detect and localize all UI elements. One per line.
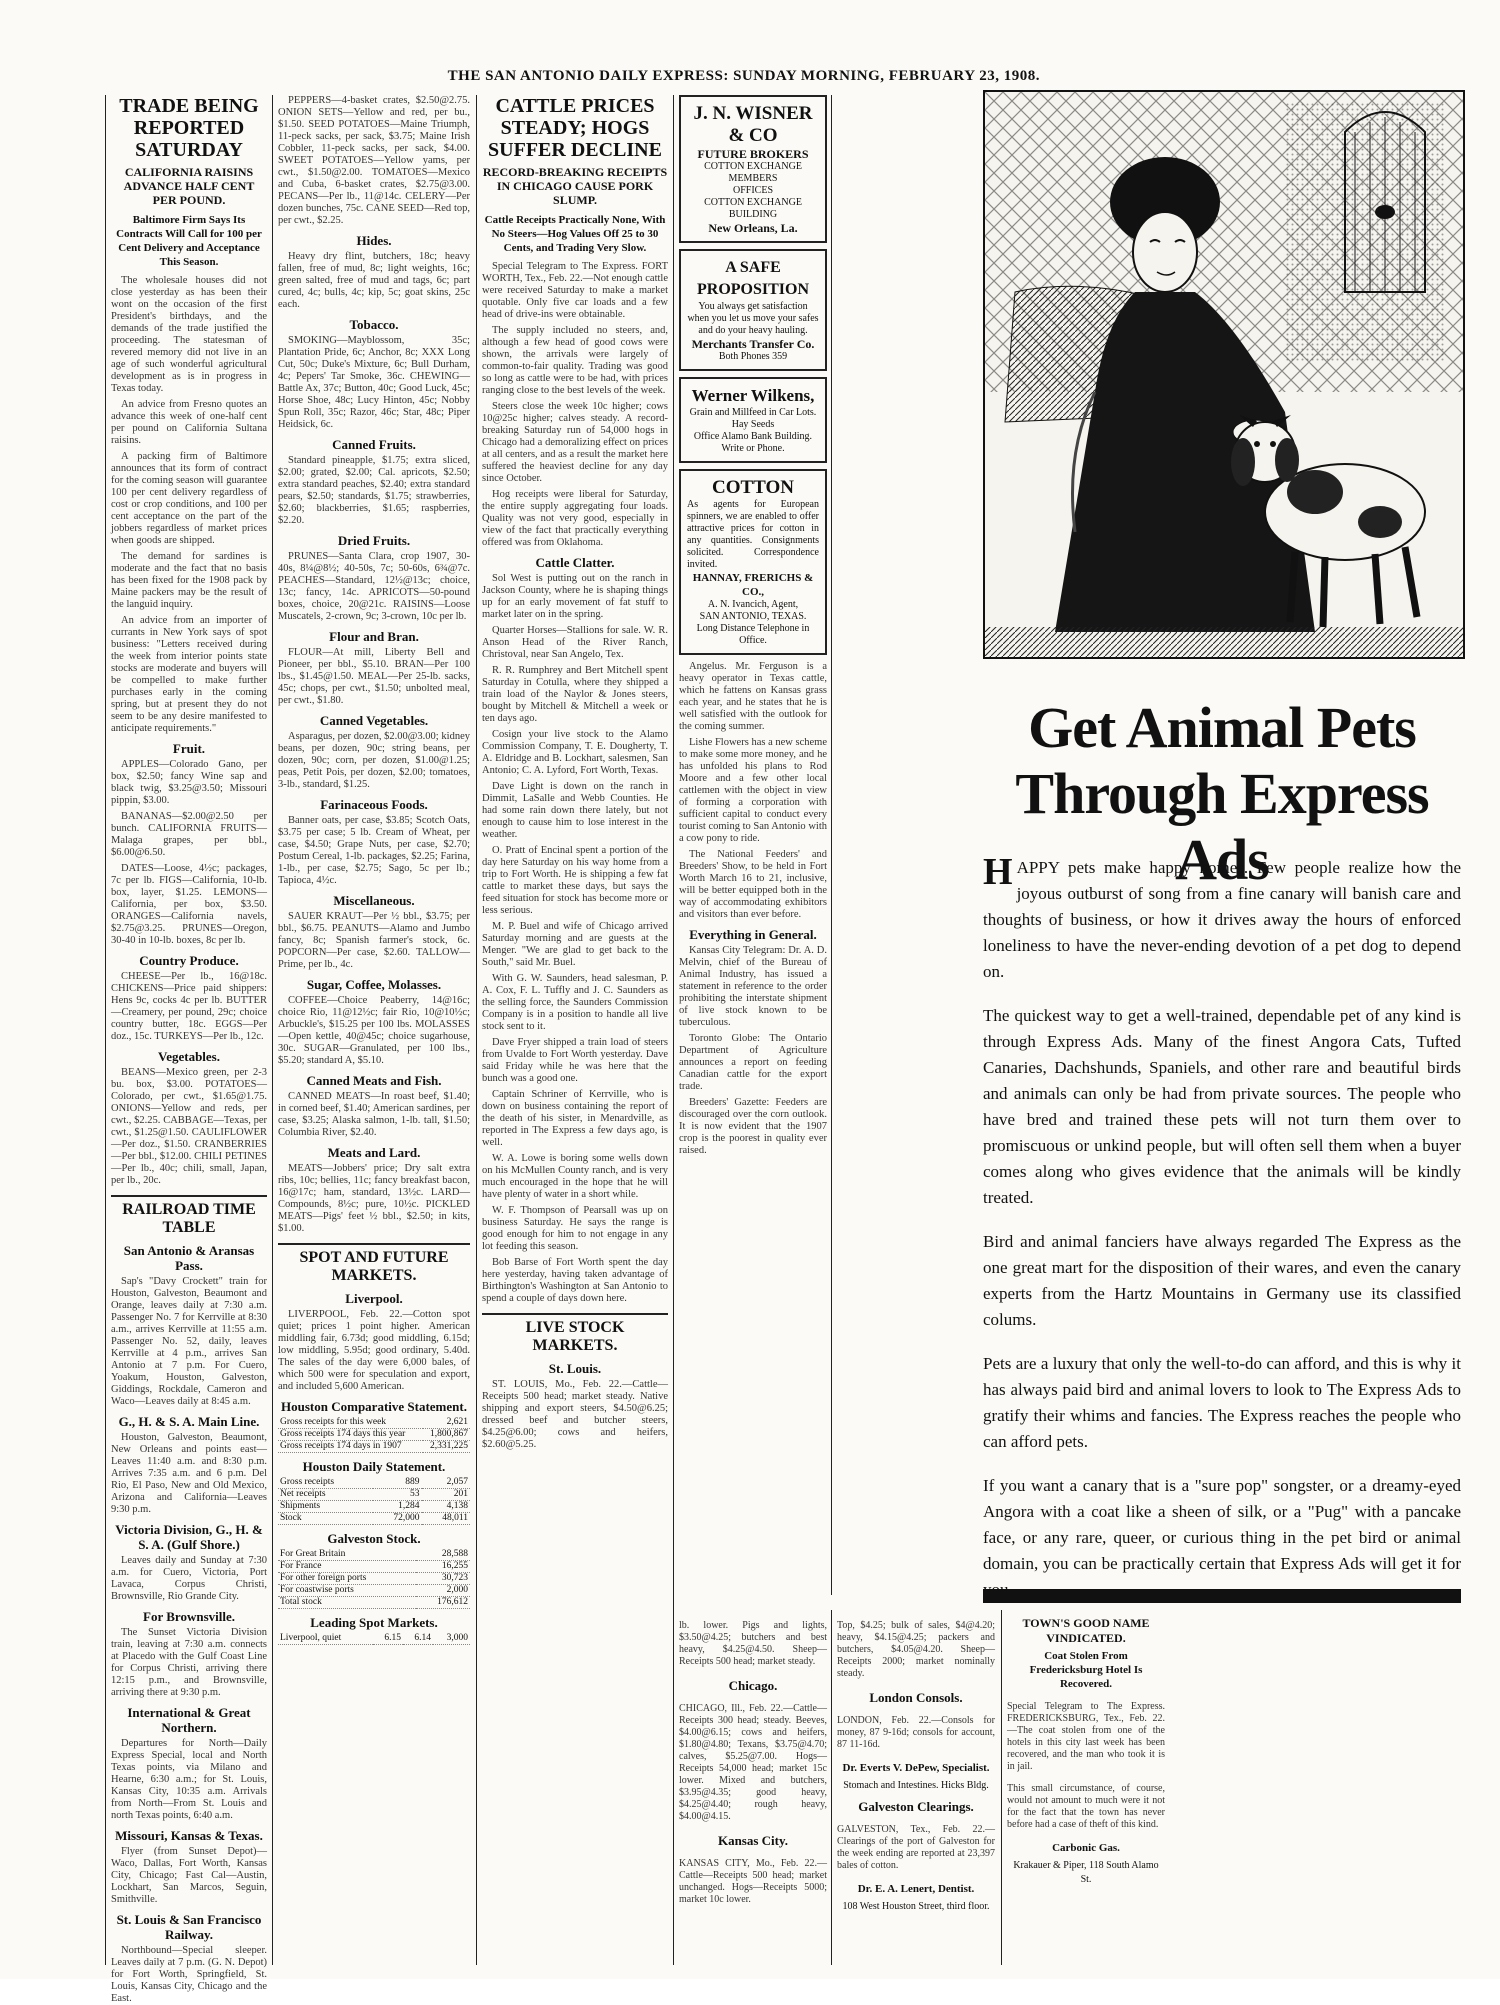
wilkens-name: Werner Wilkens, — [691, 386, 815, 405]
ad-paragraph-text: APPY pets make happy homes. Few people realize how the joyous outburst of song from a fine canary will banish care and thoughts of business, or how it drives away the hours of enforced loneliness to have the never-ending devotion of a pet dog to depend on. — [983, 858, 1461, 981]
column-rule — [673, 95, 674, 1965]
wisner-ad — [679, 95, 827, 243]
wisner-sub: FUTURE BROKERS — [697, 147, 809, 161]
heading-cattle-clatter: Cattle Clatter. — [535, 555, 615, 570]
heading-frisco: St. Louis & San Francisco Railway. — [116, 1912, 262, 1942]
ad-paragraph — [983, 851, 1461, 985]
column-rule — [1001, 1610, 1002, 1965]
heading-galveston-clearings: Galveston Clearings. — [858, 1799, 974, 1814]
bottom-col-c: TOWN'S GOOD NAME VINDICATED. Coat Stolen From Fredericksburg Hotel Is Recovered. Special Telegram to The Express. FREDERICKSBURG, Tex., Feb. 22.—The coat stolen from one of the hotels in this city last week has been recovered, and the man who took it is in jail. This small circumstance, of course, would not amount to much were it not for the fact that the town has never before had a case of theft of this kind. Carbonic Gas. Krakauer & Piper, 118 South Alamo St. — [1007, 1616, 1165, 1885]
transfer-phones: Both Phones 359 — [718, 351, 788, 362]
wilkens-line: Grain and Millfeed in Car Lots. — [689, 407, 817, 418]
heading-tobacco: Tobacco. — [349, 317, 399, 332]
column-4: J. N. WISNER & CO FUTURE BROKERS COTTON EXCHANGE MEMBERS OFFICES COTTON EXCHANGE BUILDING New Orleans, La. A SAFE PROPOSITION You always get satisfaction when you let us move your safes and do your heavy hauling. Merchants Transfer Co. Both Phones 359 Werner Wilkens, Grain and Millfeed in Car Lots. Hay Seeds Office Alamo Bank Building. Write or Phone. COTTON As agents for European spinners, we are enabled to offer attractive prices for cotton in any quantities. Consignments solicited. Correspondence invited. HANNAY, FRERICHS & CO., A. N. Ivancich, Agent, SAN ANTONIO, TEXAS. Long Distance Telephone in Office. Angelus. Mr. Ferguson is a heavy operator in Texas cattle, which he fattens on Kansas grass each year, and he states that he is well satisfied with the outlook for the coming summer. Lishe Flowers has a new scheme to make some more money, and he has unfolded his plans to Rod Moore and a few other local cattlemen with the object in view of forming a corporation with sufficient capital to conduct every tourist coming to San Antonio with a cow pony to ride. The National Feeders' and Breeders' Show, to be held in Fort Worth March 16 to 21, inclusive, will be better equipped both in the way of accommodating exhibitors and visitors than ever before. Everything in General. Kansas City Telegram: Dr. A. D. Melvin, chief of the Bureau of Animal Industry, has issued a statement in reference to the order prohibiting the interstate shipment of live stock known to be tuberculous. Toronto Globe: The Ontario Department of Agriculture announces a report on feeding Canadian cattle for the export trade. Breeders' Gazette: Feeders are discouraged over the corn outlook. It is now evident that the 1907 crop is the poorest in quality ever raised. — [679, 95, 827, 1595]
heading-fruit: Fruit. — [172, 741, 206, 756]
heading-dried-fruits: Dried Fruits. — [337, 533, 411, 548]
heading-houston-comp: Houston Comparative Statement. — [281, 1399, 467, 1414]
lenert-name: Dr. E. A. Lenert, Dentist. — [857, 1883, 975, 1895]
town-subhead: Coat Stolen From Fredericksburg Hotel Is Recovered. — [1029, 1650, 1143, 1690]
town-headline: TOWN'S GOOD NAME VINDICATED. — [1022, 1616, 1150, 1645]
deck-cattle-receipts: Cattle Receipts Practically None, With No Steers—Hog Values Off 25 to 30 Cents, and Trading Very Slow. — [484, 214, 666, 254]
ad-bottom-bar — [983, 1589, 1461, 1603]
cotton-text: As agents for European spinners, we are enabled to offer attractive prices for cotton in any quantities. Consignments solicited. Correspondence invited. — [687, 499, 819, 570]
heading-galveston: Galveston Stock. — [327, 1531, 421, 1546]
column-3: CATTLE PRICES STEADY; HOGS SUFFER DECLINE RECORD-BREAKING RECEIPTS IN CHICAGO CAUSE PORK SLUMP. Cattle Receipts Practically None, With No Steers—Hog Values Off 25 to 30 Cents, and Trading Very Slow. Special Telegram to The Express. FORT WORTH, Tex., Feb. 22.—Not enough cattle were received Saturday to make a market quotable. Only five car loads and a few head of drive-ins were obtainable. The supply included no steers, and, although a few head of good cows were shown, the arrivals were largely of common-to-fair quality. Trading was good so long as cattle were to be had, with prices ranging close to the best levels of the week. Steers close the week 10c higher; cows 10@25c higher; calves steady. A record-breaking Saturday run of 54,000 hogs in Chicago had a demoralizing effect on prices at all centers, and as a result the market here suffered the heaviest decline for any day since October. Hog receipts were liberal for Saturday, the entire supply aggregating four loads. Quality was not very good, especially in view of the fact that practically everything offered was from Oklahoma. Cattle Clatter. Sol West is putting out on the ranch in Jackson County, where he is shaping things up for an early movement of fat stuff to market later on in the spring. Quarter Horses—Stallions for sale. W. R. Anson Head of the River Ranch, Christoval, near San Angelo, Tex. R. R. Rumphrey and Bert Mitchell spent Saturday in Cotulla, where they shipped a train load of the Naylor & Jones steers, bought by Mitchell & Mitchell a week or ten days ago. Cosign your live stock to the Alamo Commission Company, T. E. Dougherty, T. A. Eldridge and B. Lockhart, salesmen, San Antonio; C. A. Lyford, Fort Worth, Texas. Dave Light is down on the ranch in Dimmit, LaSalle and Webb Counties. He had some rain down there lately, but not enough to cause him to lose interest in the weather. O. Pratt of Encinal spent a portion of the day here Saturday on his way home from a trip to Fort Worth. He is shipping a few fat cattle to market these days, but says the feed situation for stock has become more or less serious. M. P. Buel and wife of Chicago arrived Saturday morning and are guests at the Menger. "We are glad to get back to the South," said Mr. Buel. With G. W. Saunders, head salesman, P. A. Cox, F. L. Tuffly and J. C. Saunders as the selling force, the Saunders Commission Company is in a position to handle all live stock sent to it. Dave Fryer shipped a train load of steers from Uvalde to Fort Worth yesterday. Dave said Friday while he was here that the bunch was a good one. Captain Schriner of Kerrville, who is down on business containing the report of the death of his sister, in Menardville, as reported in The Express a few days ago, is well. W. A. Lowe is boring some wells down on his McMullen County ranch, and is very much encouraged in the hope that he will have plenty of water in a short while. W. F. Thompson of Pearsall was up on business Saturday. He says the range is good enough for him to not engage in any lot feeding this season. Bob Barse of Fort Worth spent the day here yesterday, having taken advantage of Birthington's Washington at San Antonio to spend a couple of days down here. LIVE STOCK MARKETS. St. Louis. ST. LOUIS, Mo., Feb. 22.—Cattle—Receipts 500 head; market steady. Native shipping and export steers, $4.50@6.25; dressed beef and butcher steers, $4.25@6.00; cows and heifers, $2.60@5.25. — [482, 95, 668, 1450]
carbonic-address: Krakauer & Piper, 118 South Alamo St. — [1013, 1860, 1159, 1885]
heading-victoria: Victoria Division, G., H. & S. A. (Gulf Shore.) — [115, 1522, 263, 1552]
heading-intl: International & Great Northern. — [127, 1705, 251, 1735]
bottom-col-b: Top, $4.25; bulk of sales, $4@4.20; heavy, $4.15@4.25; packers and butchers, $4.05@4.20. Sheep—Receipts 2000; market nominally steady. London Consols. LONDON, Feb. 22.—Consols for money, 87 9-16d; consols for account, 87 11-16d. Dr. Everts V. DePew, Specialist. Stomach and Intestines. Hicks Bldg. Galveston Clearings. GALVESTON, Tex., Feb. 22.—Clearings of the port of Galveston for the week ending are reported at 23,397 bales of cotton. Dr. E. A. Lenert, Dentist. 108 West Houston Street, third floor. — [837, 1620, 995, 1912]
hannay-phone: Long Distance Telephone in Office. — [696, 623, 810, 646]
wisner-line: OFFICES — [732, 185, 773, 196]
heading-meats-lard: Meats and Lard. — [327, 1145, 421, 1160]
heading-mkt: Missouri, Kansas & Texas. — [115, 1828, 263, 1843]
heading-live-stock: LIVE STOCK MARKETS. — [482, 1313, 668, 1355]
subhead-raisins: CALIFORNIA RAISINS ADVANCE HALF CENT PER POUND. — [123, 165, 255, 207]
ad-paragraph: Bird and animal fanciers have always regarded The Express as the one great mart for the disposition of their wares, and even the canary experts from the Hartz Mountains in Germany use its classified colums. — [983, 1232, 1461, 1329]
wisner-name: J. N. WISNER & CO — [693, 103, 813, 146]
houston-daily-table: Gross receipts 889 2,057 Net receipts 53 201 Shipments 1,284 4,138 Stock 72,000 48,011 — [280, 1477, 468, 1523]
galveston-stock-table: For Great Britain 28,588 For France 16,255 For other foreign ports 30,723 For coastwise ports 2,000 Total stock 176,612 — [280, 1549, 468, 1607]
column-rule — [831, 95, 832, 1595]
leading-spot-table: Liverpool, quiet 6.15 6.14 3,000 — [280, 1633, 468, 1643]
ad-body — [983, 851, 1461, 1621]
headline-cattle: CATTLE PRICES STEADY; HOGS SUFFER DECLINE — [488, 95, 662, 161]
hannay-city: SAN ANTONIO, TEXAS. — [699, 611, 807, 622]
column-rule — [105, 95, 106, 1965]
hannay-agent: A. N. Ivancich, Agent, — [707, 599, 799, 610]
ad-paragraph: The quickest way to get a well-trained, dependable pet of any kind is through Express Ads. Many of the finest Angora Cats, Tufted Canaries, Dachshunds, Spaniels, and other rare and beautiful birds and animals can only be had from private sources. The people who have bred and trained these pets will not turn them over to promiscuous or unkind people, but will often sell them when a buyer comes along who gives evidence that the animals will be kindly treated. — [983, 1006, 1461, 1207]
heading-leading-spot: Leading Spot Markets. — [310, 1615, 438, 1630]
ad-headline-line2: Through Express Ads — [1015, 761, 1429, 892]
heading-misc: Miscellaneous. — [333, 893, 415, 908]
wilkens-line: Hay Seeds — [731, 419, 775, 430]
column-rule — [831, 1610, 832, 1965]
wilkens-line: Write or Phone. — [721, 443, 785, 454]
wisner-city: New Orleans, La. — [708, 221, 798, 235]
ad-paragraph: If you want a canary that is a "sure pop" songster, or a dreamy-eyed Angora with a coat like a sheen of silk, or a "Pug" with a pancake face, or any rare, queer, or curious thing in the pet bird or animal domain, you can be practically certain that Express Ads will get it for — [983, 1476, 1461, 1573]
heading-railroad: RAILROAD TIME TABLE — [111, 1195, 267, 1237]
column-1: TRADE BEING REPORTED SATURDAY CALIFORNIA RAISINS ADVANCE HALF CENT PER POUND. Baltimore Firm Says Its Contracts Will Call for 100 per Cent Delivery and Acceptance This Season. The wholesale houses did not close yesterday as has been their wont on the occasion of the first President's birthdays, and the demands of the trade justified the proceeding. The statesman of revered memory did not live in an age of such wonderful agricultural development as is in progress in Texas today. An advice from Fresno quotes an advance this week of one-half cent per pound on California Sultana raisins. A packing firm of Baltimore announces that its form of contract for the coming season will guarantee 100 per cent delivery regardless of cost or crop conditions, and 100 per cent acceptance on the part of the jobbers regardless of market prices when goods are shipped. The demand for sardines is moderate and the fact that no basis has been fixed for the 1908 pack by Maine packers may be the result of the languid inquiry. An advice from an importer of currants in New York says of spot business: "Letters received during the week from interior points state stocks are moderate and buyers will be compelled to make further purchases early in the coming spring, but at present they do not seem to be any desire manifested to anticipate requirements." Fruit. APPLES—Colorado Gano, per box, $2.50; fancy Wine sap and black twig, $3.25@3.50; Missouri pippin, $3.00. BANANAS—$2.00@2.50 per bunch. CALIFORNIA FRUITS—Malaga grapes, per bbl., $6.00@6.50. DATES—Loose, 4½c; packages, 7c per lb. FIGS—California, 10-lb. box, layer, $1.25. LEMONS—California, per box, $3.50. ORANGES—California navels, $2.75@3.25. PRUNES—Oregon, 30-40 in 10-lb. boxes, 8c per lb. Country Produce. CHEESE—Per lb., 16@18c. CHICKENS—Price paid shippers: Hens 9c, cocks 4c per lb. BUTTER—Creamery, per pound, 29c; choice country butter, 18c. EGGS—Per doz., 15c. TURKEYS—Per lb., 12c. Vegetables. BEANS—Mexico green, per 2-3 bu. box, $3.00. POTATOES—Colorado, per cwt., $1.65@1.75. ONIONS—Yellow and reds, per cwt., $2.25. CABBAGE—Texas, per cwt., $1.25@1.50. CAULIFLOWER—Per doz., $1.50. CRANBERRIES—Per bbl., $12.00. CHILI PETINES—Per lb., 40c; chili, small, Japan, per lb., 20c. RAILROAD TIME TABLE San Antonio & Aransas Pass. Sap's "Davy Crockett" train for Houston, Galveston, Beaumont and Orange, leaves daily at 7:30 a.m. Passenger No. 7 for Kerrville at 8:30 a.m., arrives Kerrville at 11:55 a.m. Passenger No. 52, daily, leaves Kerrville at 4 p.m., arrives San Antonio at 7 p.m. For Cuero, Yoakum, Houston, Galveston, Giddings, Rockdale, Cameron and Waco—Leaves daily at 8:45 a.m. G., H. & S. A. Main Line. Houston, Galveston, Beaumont, New Orleans and points east—Leaves 11:40 a.m. and 8:30 p.m. Arrives 7:35 a.m. and 6 p.m. Del Rio, El Paso, New and Old Mexico, Arizona and California—Leaves 9:30 p.m. Victoria Division, G., H. & S. A. (Gulf Shore.) Leaves daily and Sunday at 7:30 a.m. for Cuero, Victoria, Port Lavaca, Corpus Christi, Brownsville, Rio Grande City. For Brownsville. The Sunset Victoria Division train, leaving at 7:30 a.m. connects at Placedo with the Gulf Coast Line for Corpus Christi, arriving there 12:15 p.m., and Brownsville, arriving there at 9:30 p.m. International & Great Northern. Departures for North—Daily Express Special, local and North Texas points, via Milano and Hearne, 6:30 a.m.; for St. Louis, Kansas City, 10:35 a.m. Arrivals from North—From St. Louis and north Texas points, 6:40 a.m. Missouri, Kansas & Texas. Flyer (from Sunset Depot)—Waco, Dallas, Fort Worth, Kansas City, Chicago; Fast Cal—Austin, Lockhart, San Marcos, Seguin, Smithville. St. Louis & San Francisco Railway. Northbound—Special sleeper. Leaves daily at 7 p.m. (G. N. Depot) for Fort Worth, Springfield, St. Louis, Kansas City, Chicago and the East. — [111, 95, 267, 2004]
column-rule — [272, 95, 273, 1965]
wisner-line: COTTON EXCHANGE MEMBERS — [704, 161, 802, 184]
dropcap: H — [983, 851, 1013, 893]
heading-vegetables: Vegetables. — [158, 1049, 220, 1064]
lenert-address: 108 West Houston Street, third floor. — [842, 1901, 990, 1912]
heading-sa-aransas: San Antonio & Aransas Pass. — [123, 1243, 255, 1273]
heading-liverpool: Liverpool. — [345, 1291, 403, 1306]
subhead-record-receipts: RECORD-BREAKING RECEIPTS IN CHICAGO CAUSE PORK SLUMP. — [482, 165, 668, 207]
ad-paragraph: Pets are a luxury that only the well-to-do can afford, and this is why it has always paid bird and animal lovers to look to The Express Ads to gratify their whims and fancies. The Express reaches the people who can afford pets. — [983, 1354, 1461, 1451]
heading-canned-veg: Canned Vegetables. — [319, 713, 429, 728]
heading-country-produce: Country Produce. — [139, 953, 239, 968]
bottom-col-a: lb. lower. Pigs and lights, $3.50@4.25; butchers and best heavy, $4.25@4.50. Sheep—Receipts 500 head; market steady. Chicago. CHICAGO, Ill., Feb. 22.—Cattle—Receipts 300 head; steady. Beeves, $4.00@6.15; cows and heifers, $1.80@4.80; Texans, $3.75@4.70; calves, $5.25@7.00. Hogs—Receipts 54,000 head; market 15c lower. Mixed and butchers, $3.95@4.35; good heavy, $4.25@4.40; rough heavy, $4.00@4.15. Kansas City. KANSAS CITY, Mo., Feb. 22.—Cattle—Receipts 500 head; market unchanged. Hogs—Receipts 5000; market 10c lower. — [679, 1620, 827, 1905]
heading-gh-sa: G., H. & S. A. Main Line. — [118, 1414, 260, 1429]
houston-comparative-table: Gross receipts for this week 2,621 Gross receipts 174 days this year 1,800,867 Gross receipts 174 days in 1907 2,331,225 — [280, 1417, 468, 1451]
wisner-line: COTTON EXCHANGE BUILDING — [704, 197, 802, 220]
heading-farinaceous: Farinaceous Foods. — [320, 797, 428, 812]
cotton-title: COTTON — [711, 477, 794, 498]
heading-sugar: Sugar, Coffee, Molasses. — [306, 977, 442, 992]
column-2: PEPPERS—4-basket crates, $2.50@2.75. ONION SETS—Yellow and red, per bu., $1.50. SEED POTATOES—Maine Triumph, 11-peck sacks, per sack, $3.75; Maine Irish Cobbler, 11-peck sacks, per sack, $4.00. SWEET POTATOES—Yellow yams, per cwt., $1.50@2.00. TOMATOES—Mexico and Cuba, 6-basket crates, $2.75@3.00. PECANS—Per lb., 11@14c. CELERY—Per dozen bunches, 75c. CANE SEED—Red top, per cwt., $2.25. Hides. Heavy dry flint, butchers, 18c; heavy fallen, free of mud, 8c; light weights, 16c; green salted, free of mud and tags, 6c; part cured, 4c; bulls, 4c; kip, 5c; goat skins, 25c each. Tobacco. SMOKING—Mayblossom, 35c; Plantation Pride, 6c; Anchor, 8c; XXX Long Cut, 50c; Duke's Mixture, 6c; Bull Durham, 4c; Pepers' Tar Smoke, 36c. CHEWING—Battle Ax, 37c; Button, 40c; Good Luck, 45c; Horse Shoe, 48c; Lucy Hinton, 45c; Nobby Spun Roll, 35c; Razor, 46c; Star, 48c; Piper Heidsick, 6c. Canned Fruits. Standard pineapple, $1.75; extra sliced, $2.00; grated, $2.00; Cal. apricots, $2.50; extra standard peaches, $2.40; extra standard pears, $2.50; standards, $1.75; strawberries, $2.60; blackberries, $1.65; raspberries, $2.20. Dried Fruits. PRUNES—Santa Clara, crop 1907, 30-40s, 8¼@8½; 40-50s, 7c; 50-60s, 6¾@7c. PEACHES—Standard, 12½@13c; choice, 13c; fancy, 14c. APRICOTS—50-pound boxes, choice, 20@21c. RAISINS—Loose Muscatels, 2-crown, 9c; 3-crown, 10c per lb. Flour and Bran. FLOUR—At mill, Liberty Bell and Pioneer, per bbl., $5.10. BRAN—Per 100 lbs., $1.45@1.50. MEAL—Per 25-lb. sacks, 45c; chops, per cwt., $1.50; unbolted meal, per cwt., $1.80. Canned Vegetables. Asparagus, per dozen, $2.00@3.00; kidney beans, per dozen, 90c; string beans, per dozen, 90c; corn, per dozen, $1.00@1.25; peas, Petit Pois, per dozen, $2.00; tomatoes, 3-lb., standard, $1.25. Farinaceous Foods. Banner oats, per case, $3.85; Scotch Oats, $3.75 per case; 5 lb. Cream of Wheat, per case, $4.50; Grape Nuts, per case, $2.70; Postum Cereal, 1-lb. packages, $2.25; Farina, 1-lb., per case, $2.75; Sago, 5c per lb.; Tapioca, 4½c. Miscellaneous. SAUER KRAUT—Per ½ bbl., $3.75; per bbl., $6.75. PEANUTS—Alamo and Jumbo fancy, 8c; Spanish farmer's stock, 6c. POPCORN—Per case, $2.60. TALLOW—Prime, per lb., 4c. Sugar, Coffee, Molasses. COFFEE—Choice Peaberry, 14@16c; choice Rio, 11@12½c; fair Rio, 10@10½c; Arbuckle's, $15.25 per 100 lbs. MOLASSES—Open kettle, 40@45c; choice sugarhouse, 30c. SUGAR—Granulated, per 100 lbs., $5.20; standard A, $5.10. Canned Meats and Fish. CANNED MEATS—In roast beef, $1.40; in corned beef, $1.40; American sardines, per case, $3.25; Alaska salmon, 1-lb. tall, $1.50; Columbia River, $2.40. Meats and Lard. MEATS—Jobbers' price; Dry salt extra ribs, 10c; bellies, 11c; fancy breakfast bacon, 16@17c; ham, standard, 13½c. LARD—Compounds, 8½c; pure, 10½c. PICKLED MEATS—Pigs' feet ½ bbl., $2.50; in kits, $1.00. SPOT AND FUTURE MARKETS. Liverpool. LIVERPOOL, Feb. 22.—Cotton spot quiet; prices 1 point higher. American middling fair, 6.73d; good middling, 6.15d; low middling, 5.95d; good ordinary, 5.40d. The sales of the day were 6,000 bales, of which 500 were for speculation and export, and included 5,600 American. Houston Comparative Statement. Gross receipts for this week 2,621 Gross receipts 174 days this year 1,800,867 Gross receipts 174 days in 1907 2,331,225 Houston Daily Statement. Gross receipts 889 2,057 Net receipts 53 201 Shipments 1,284 4,138 Stock 72,000 48,011 Galveston Stock. For Great Britain 28,588 For France 16,255 For other foreign ports 30,723 For coastwise ports 2,000 Total stock 176,612 Leading Spot Markets. Liverpool, quiet 6.15 6.14 3,000 — [278, 95, 470, 1643]
heading-houston-daily: Houston Daily Statement. — [302, 1459, 446, 1474]
woman-with-dog-illustration — [983, 90, 1465, 659]
heading-general: Everything in General. — [689, 927, 817, 942]
wilkens-ad — [679, 377, 827, 463]
heading-flour: Flour and Bran. — [329, 629, 419, 644]
heading-brownsville: For Brownsville. — [143, 1609, 235, 1624]
ad-headline-line1: Get Animal Pets — [1028, 695, 1416, 760]
masthead: THE SAN ANTONIO DAILY EXPRESS: SUNDAY MORNING, FEBRUARY 23, 1908. — [447, 68, 1040, 84]
heading-london-consols: London Consols. — [869, 1690, 963, 1705]
safe-proposition-ad — [679, 249, 827, 371]
heading-chicago: Chicago. — [728, 1678, 778, 1693]
hannay-name: HANNAY, FRERICHS & CO., — [692, 572, 814, 598]
heading-st-louis: St. Louis. — [548, 1361, 602, 1376]
wilkens-line: Office Alamo Bank Building. — [693, 431, 813, 442]
column-rule — [476, 95, 477, 1965]
transfer-name: Merchants Transfer Co. — [691, 337, 815, 351]
cotton-ad — [679, 469, 827, 655]
carbonic-heading: Carbonic Gas. — [1052, 1842, 1120, 1854]
heading-canned-fruits: Canned Fruits. — [332, 437, 416, 452]
heading-canned-meats: Canned Meats and Fish. — [306, 1073, 442, 1088]
deck-baltimore: Baltimore Firm Says Its Contracts Will Call for 100 per Cent Delivery and Acceptance This Season. — [116, 214, 262, 268]
depew-name: Dr. Everts V. DePew, Specialist. — [842, 1762, 990, 1774]
depew-sub: Stomach and Intestines. Hicks Bldg. — [843, 1780, 989, 1791]
heading-hides: Hides. — [356, 233, 392, 248]
safe-title: A SAFE PROPOSITION — [696, 259, 809, 298]
illustration-svg — [985, 92, 1463, 657]
heading-kansas-city: Kansas City. — [717, 1833, 789, 1848]
headline-trade: TRADE BEING REPORTED SATURDAY — [119, 95, 259, 161]
heading-spot-markets: SPOT AND FUTURE MARKETS. — [278, 1243, 470, 1285]
safe-text: You always get satisfaction when you let us move your safes and do your heavy hauling. — [687, 301, 819, 336]
page-frame — [105, 95, 1461, 2004]
